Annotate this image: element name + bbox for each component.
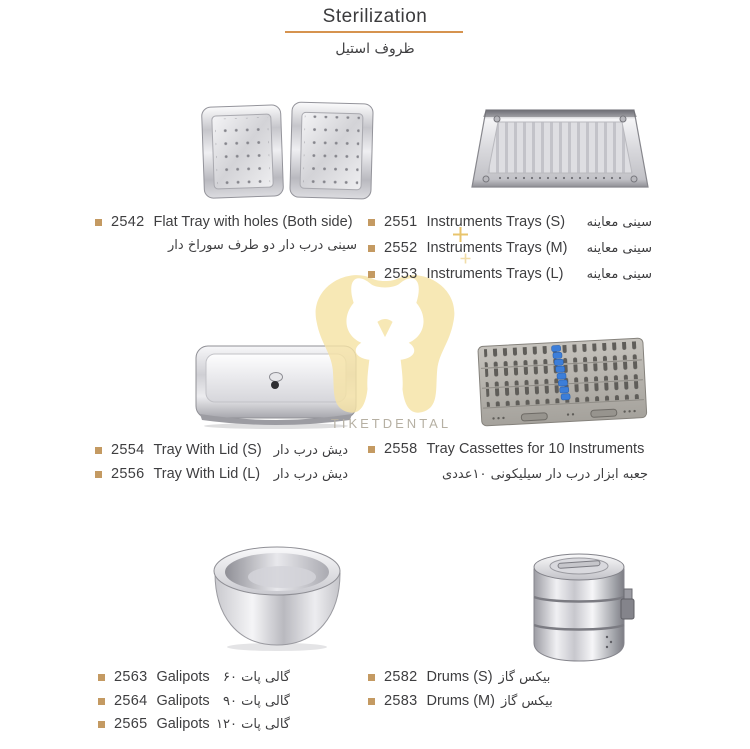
- product-code: 2565: [114, 716, 148, 732]
- bullet-icon: [368, 245, 375, 252]
- product-code: 2564: [114, 693, 148, 709]
- product-name-en: Tray With Lid (S): [153, 442, 262, 458]
- product-code: 2551: [384, 214, 418, 230]
- product-item-2558: [368, 441, 652, 457]
- bullet-icon: [368, 698, 375, 705]
- product-name-fa: جعبه ابزار درب دار سیلیکونی ۱۰عددی: [441, 467, 648, 482]
- product-item-2554: [95, 442, 348, 458]
- product-name-fa: بیکس گاز: [498, 669, 551, 685]
- product-code: 2558: [384, 441, 418, 457]
- product-name-en: Flat Tray with holes (Both side): [153, 214, 353, 230]
- product-code: 2553: [384, 266, 418, 282]
- product-name-en: Tray With Lid (L): [153, 466, 261, 482]
- product-name-en: Tray Cassettes for 10 Instruments: [426, 441, 645, 457]
- bullet-icon: [95, 219, 102, 226]
- title-underline: [285, 31, 463, 33]
- product-name-en: Instruments Trays (S): [426, 214, 566, 230]
- product-item-2582: [368, 669, 551, 685]
- bullet-icon: [368, 219, 375, 226]
- product-name-en: Drums (S): [426, 669, 493, 685]
- product-item-2564: [98, 693, 290, 709]
- product-name-fa: سینی معاینه: [586, 240, 652, 256]
- bullet-icon: [368, 271, 375, 278]
- flat-tray-photo: [200, 100, 375, 207]
- product-name-fa: گالی پات ۶۰: [223, 669, 290, 685]
- product-item-2563: [98, 669, 290, 685]
- instruments-tray-photo: [468, 105, 652, 198]
- product-item-2565: [98, 716, 290, 732]
- cassette-photo: [472, 336, 653, 439]
- bullet-icon: [98, 698, 105, 705]
- bullet-icon: [95, 471, 102, 478]
- brand-watermark-text: TIKETDENTAL: [330, 416, 452, 431]
- product-item-2542: [95, 214, 358, 230]
- product-name-en: Instruments Trays (M): [426, 240, 568, 256]
- product-code: 2582: [384, 669, 418, 685]
- product-name-en: Instruments Trays (L): [426, 266, 564, 282]
- product-name-en: Drums (M): [426, 693, 495, 709]
- product-name-fa: دیش درب دار: [273, 466, 348, 482]
- product-code: 2552: [384, 240, 418, 256]
- product-item-2583: [368, 693, 553, 709]
- product-name-fa: سینی معاینه: [586, 214, 652, 230]
- bullet-icon: [98, 674, 105, 681]
- product-name-fa: دیش درب دار: [273, 442, 348, 458]
- product-name-fa: گالی پات ۱۲۰: [216, 716, 290, 732]
- bullet-icon: [368, 674, 375, 681]
- product-item-2553: [368, 266, 652, 282]
- tiketdental-owl-watermark-icon: [294, 263, 476, 415]
- product-item-2552: [368, 240, 652, 256]
- product-name-en: Galipots: [156, 716, 210, 732]
- page-title: Sterilization: [322, 6, 428, 27]
- product-name-en: Galipots: [156, 693, 210, 709]
- bullet-icon: [95, 447, 102, 454]
- product-name-fa: گالی پات ۹۰: [223, 693, 290, 709]
- product-code: 2554: [111, 442, 145, 458]
- product-name-fa: سینی درب دار دو طرف سوراخ دار: [168, 238, 357, 253]
- product-name-en: Galipots: [156, 669, 210, 685]
- product-name-fa: سینی معاینه: [586, 266, 652, 282]
- product-name-fa: بیکس گاز: [500, 693, 553, 709]
- product-item-2556: [95, 466, 348, 482]
- product-code: 2583: [384, 693, 418, 709]
- product-code: 2542: [111, 214, 145, 230]
- page-subtitle-fa: ظروف استیل: [335, 41, 415, 57]
- drum-photo: [527, 545, 640, 670]
- bullet-icon: [368, 446, 375, 453]
- bullet-icon: [98, 721, 105, 728]
- galipot-photo: [207, 541, 348, 658]
- product-item-2551: [368, 214, 652, 230]
- product-code: 2563: [114, 669, 148, 685]
- product-code: 2556: [111, 466, 145, 482]
